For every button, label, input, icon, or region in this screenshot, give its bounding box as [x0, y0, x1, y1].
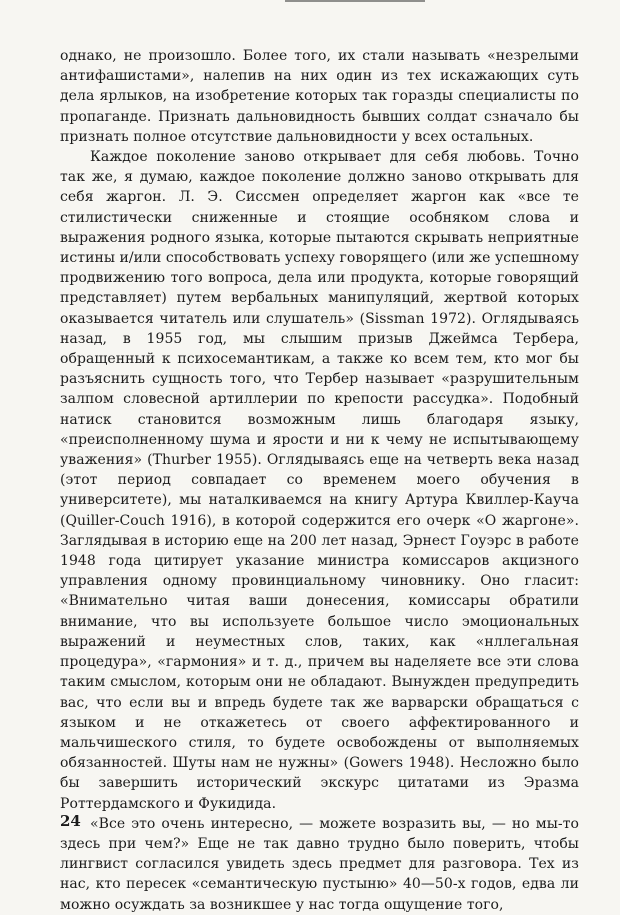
scan-edge-mark	[285, 0, 425, 2]
text-body	[60, 46, 579, 915]
paragraph-continuation: однако, не произошло. Более того, их стали называть «незрелыми антифашистами», налепив на них один из тех искажающих суть дела ярлыков, на изобретение которых так горазды специалисты по пропаганде. Признать дальновидность бывших солдат сзначало бы признать полное отсутствие дальновидности у всех остальных.	[60, 48, 579, 145]
paragraph-jargon: Каждое поколение заново открывает для себя любовь. Точно так же, я думаю, каждое поколение должно заново открывать для себя жаргон. Л. Э. Сиссмен определяет жаргон как «все те стилистически сниженные и стоящие особняком слова и выражения родного языка, которые пытаются скрывать неприятные истины и/или способствовать успеху говорящего (или же успешному продвижению того вопроса, дела или продукта, которые говорящий представляет) путем вербальных манипуляций, жертвой которых оказывается читатель или слушатель» (Sissman 1972). Оглядываясь назад, в 1955 год, мы слышим призыв Джеймса Тербера, обращенный к психосемантикам, а также ко всем тем, кто мог бы разъяснить сущность того, что Тербер называет «разрушительным залпом словесной артиллерии по крепости рассудка». Подобный натиск становится возможным лишь благодаря языку, «преисполненному шума и ярости и ни к чему не испытывающему уважения» (Thurber 1955). Оглядываясь еще на четверть века назад (этот период совпадает со временем моего обучения в университете), мы наталкиваемся на книгу Артура Квиллер-Кауча (Quiller-Couch 1916), в которой содержится его очерк «О жаргоне». Заглядывая в историю еще на 200 лет назад, Эрнест Гоуэрс в работе 1948 года цитирует указание министра комиссаров акцизного управления одному провинциальному чиновнику. Оно гласит: «Внимательно читая ваши донесения, комиссары обратили внимание, что вы используете большое число эмоциональных выражений и неуместных слов, таких, как «нллегальная процедура», «гармония» и т. д., причем вы наделяете все эти слова таким смыслом, которым они не обладают. Вынужден предупредить вас, что если вы и впредь будете так же варварски обращаться с языком и не откажетесь от своего аффектированного и мальчишеского стиля, то будете освобождены от выполняемых обязанностей. Шуты нам не нужны» (Gowers 1948). Несложно было бы завершить исторический экскурс цитатами из Эразма Роттердамского и Фукидида.	[60, 149, 579, 812]
paragraph-objection: «Все это очень интересно, — можете возразить вы, — но мы-то здесь при чем?» Еще не так давно трудно было поверить, чтобы лингвист согласился увидеть здесь предмет для разговора. Тех из нас, кто пересек «семантическую пустыню» 40—50-х годов, едва ли можно осуждать за возникшее у нас тогда ощущение того,	[60, 815, 579, 913]
page-number: 24	[60, 812, 81, 830]
